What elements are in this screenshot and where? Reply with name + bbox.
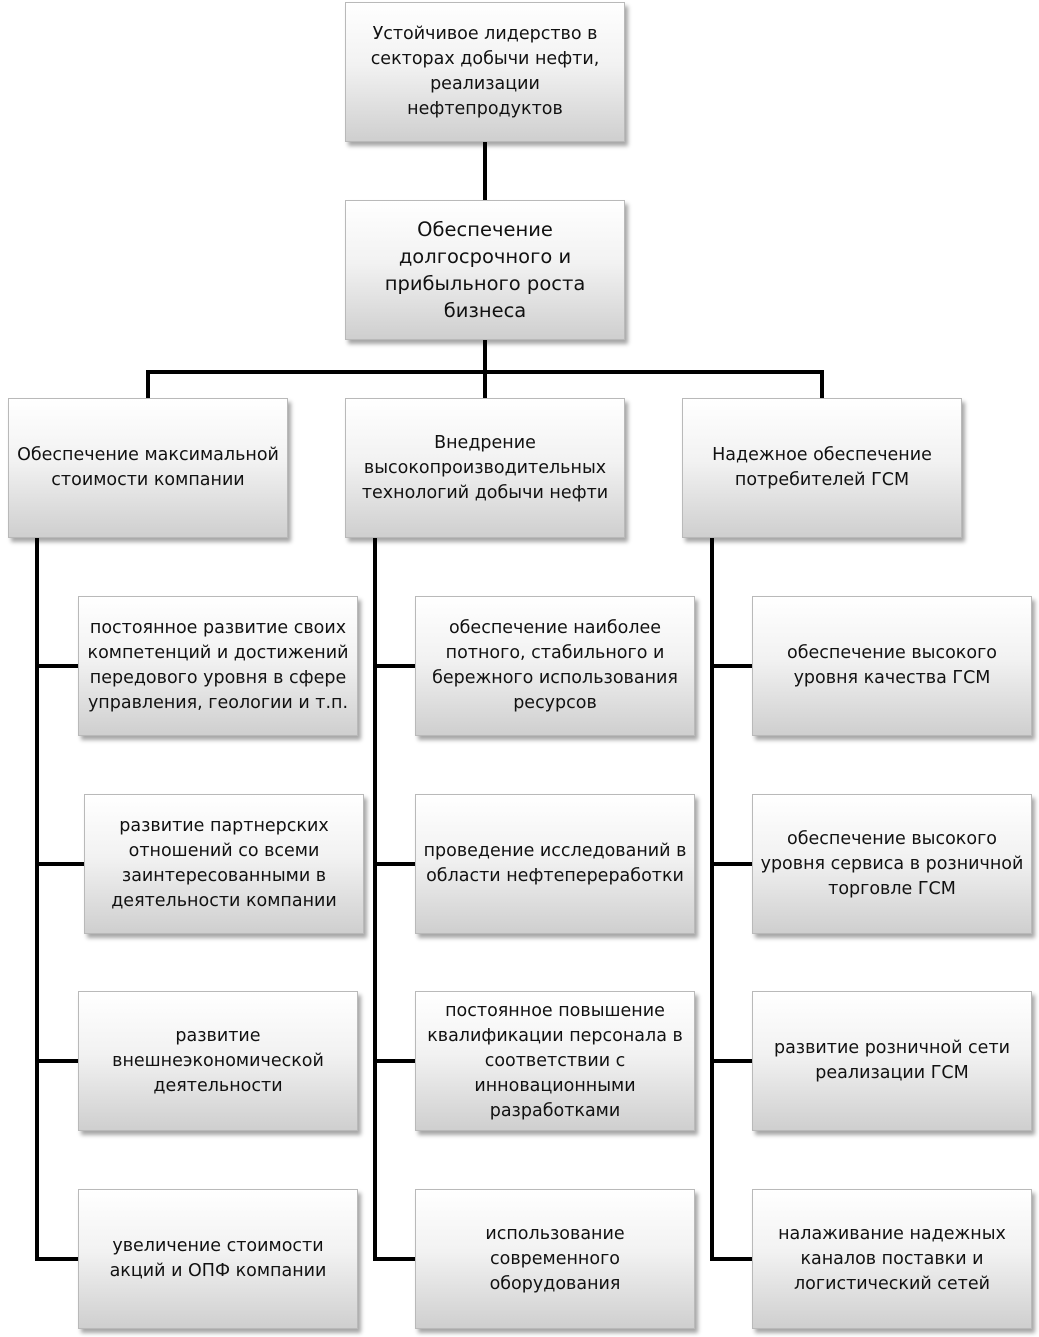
branch-1-item-4-box: [78, 1189, 358, 1329]
branch-3-item-1: обеспечение высокого уровня качества ГСМ: [787, 643, 997, 688]
branch-1-item-3: развитие внешнеэкономической деятельности: [112, 1025, 324, 1096]
top-goal-box: [345, 2, 625, 142]
branch-3-item-3: развитие розничной сети реализации ГСМ: [773, 1038, 1011, 1083]
top-goal-text: Устойчивое лидерство в секторах добычи нефти, реализации нефтепродуктов: [370, 24, 600, 119]
branch-1-title-box: [8, 398, 288, 538]
branch-1-title: Обеспечение максимальной стоимости компании: [17, 445, 279, 490]
branch-3-item-2-box: [752, 794, 1032, 934]
branch-2-item-1: обеспечение наиболее потного, стабильного и бережного использования ресурсов: [432, 618, 678, 713]
branch-3-item-3-box: [752, 991, 1032, 1131]
branch-2-item-2: проведение исследований в области нефтепереработки: [423, 841, 687, 886]
branch-3-title-box: [682, 398, 962, 538]
branch-3-title: Надежное обеспечение потребителей ГСМ: [712, 445, 932, 490]
branch-1-item-2: развитие партнерских отношений со всеми заинтересованными в деятельности компании: [111, 816, 337, 911]
branch-1-item-1: постоянное развитие своих компетенций и достижений передового уровня в сфере управления, геологии и т.п.: [87, 618, 349, 713]
branch-1-item-2-box: [84, 794, 364, 934]
middle-goal-box: [345, 200, 625, 340]
branch-2-title-box: [345, 398, 625, 538]
branch-2-item-3-box: [415, 991, 695, 1131]
branch-2-item-3: постоянное повышение квалификации персонала в соответствии с инновационными разработками: [427, 1000, 683, 1121]
branch-2-title: Внедрение высокопроизводительных технологий добычи нефти: [361, 432, 609, 503]
middle-goal-text: Обеспечение долгосрочного и прибыльного роста бизнеса: [384, 218, 586, 322]
branch-1-item-4: увеличение стоимости акций и ОПФ компании: [109, 1236, 327, 1281]
branch-2-item-4-box: [415, 1189, 695, 1329]
branch-3-item-1-box: [752, 596, 1032, 736]
branch-3-item-2: обеспечение высокого уровня сервиса в розничной торговле ГСМ: [760, 828, 1024, 899]
branch-2-item-1-box: [415, 596, 695, 736]
branch-1-item-1-box: [78, 596, 358, 736]
branch-3-item-4-box: [752, 1189, 1032, 1329]
branch-1-item-3-box: [78, 991, 358, 1131]
branch-3-item-4: налаживание надежных каналов поставки и логистический сетей: [778, 1223, 1006, 1294]
branch-2-item-4: использование современного оборудования: [485, 1223, 625, 1294]
branch-2-item-2-box: [415, 794, 695, 934]
